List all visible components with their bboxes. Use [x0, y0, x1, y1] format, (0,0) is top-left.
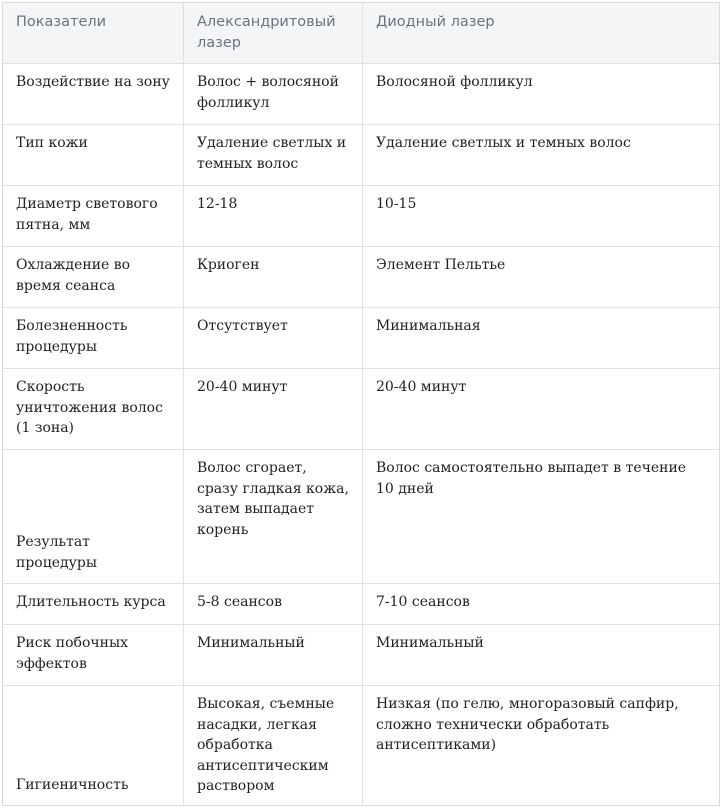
table-row	[3, 369, 719, 450]
diode-value: Минимальная	[376, 318, 481, 334]
diode-value: Волос самостоятельно выпадет в течение 10 дней	[376, 460, 687, 497]
row-label-text: Гигиеничность	[16, 776, 129, 793]
row-label: Воздействие на зону	[16, 74, 170, 90]
table-row	[3, 625, 719, 686]
alexandrite-value: 5-8 сеансов	[183, 584, 363, 624]
table-row	[3, 686, 719, 805]
table-row	[3, 125, 719, 186]
header-cell-diode: Диодный лазер	[376, 14, 495, 30]
diode-value: Минимальный	[376, 635, 484, 651]
diode-value: Элемент Пельтье	[376, 257, 506, 273]
alexandrite-value: Удаление светлых и темных волос	[183, 125, 363, 185]
row-label: Болезненность процедуры	[16, 318, 128, 355]
row-label: Длительность курса	[16, 594, 166, 610]
row-label: Тип кожи	[16, 135, 88, 151]
row-label: Охлаждение во время сеанса	[16, 257, 131, 294]
header-cell-alexandrite: Александритовый лазер	[183, 3, 363, 63]
alexandrite-value: Высокая, съемные насадки, легкая обработка антисептическим раствором	[183, 686, 363, 805]
alexandrite-value: 20-40 минут	[183, 369, 363, 449]
alexandrite-value: Минимальный	[183, 625, 363, 685]
table-row	[3, 186, 719, 247]
row-label	[3, 686, 183, 805]
row-label: Диаметр светового пятна, мм	[16, 196, 158, 233]
table-header-row	[3, 3, 719, 64]
table-row	[3, 308, 719, 369]
diode-value: Удаление светлых и темных волос	[376, 135, 631, 151]
table-row	[3, 450, 719, 584]
alexandrite-value: Криоген	[183, 247, 363, 307]
diode-value: 7-10 сеансов	[376, 594, 470, 610]
row-label: Скорость уничтожения волос (1 зона)	[16, 379, 163, 436]
diode-value: Волосяной фолликул	[376, 74, 533, 90]
alexandrite-value: 12-18	[183, 186, 363, 246]
row-label: Риск побочных эффектов	[16, 635, 129, 672]
alexandrite-value: Отсутствует	[183, 308, 363, 368]
diode-value: Низкая (по гелю, многоразовый сапфир, сложно технически обработать антисептиками)	[376, 696, 679, 753]
diode-value: 10-15	[376, 196, 417, 212]
alexandrite-value: Волос сгорает, сразу гладкая кожа, затем выпадает корень	[183, 450, 363, 583]
table-row	[3, 64, 719, 125]
alexandrite-value: Волос + волосяной фолликул	[183, 64, 363, 124]
table-row	[3, 247, 719, 308]
header-cell-indicators: Показатели	[16, 14, 107, 30]
comparison-table	[2, 2, 720, 806]
table-row	[3, 584, 719, 625]
diode-value: 20-40 минут	[376, 379, 467, 395]
row-label-text: Результат процедуры	[16, 534, 97, 571]
row-label	[3, 450, 183, 583]
